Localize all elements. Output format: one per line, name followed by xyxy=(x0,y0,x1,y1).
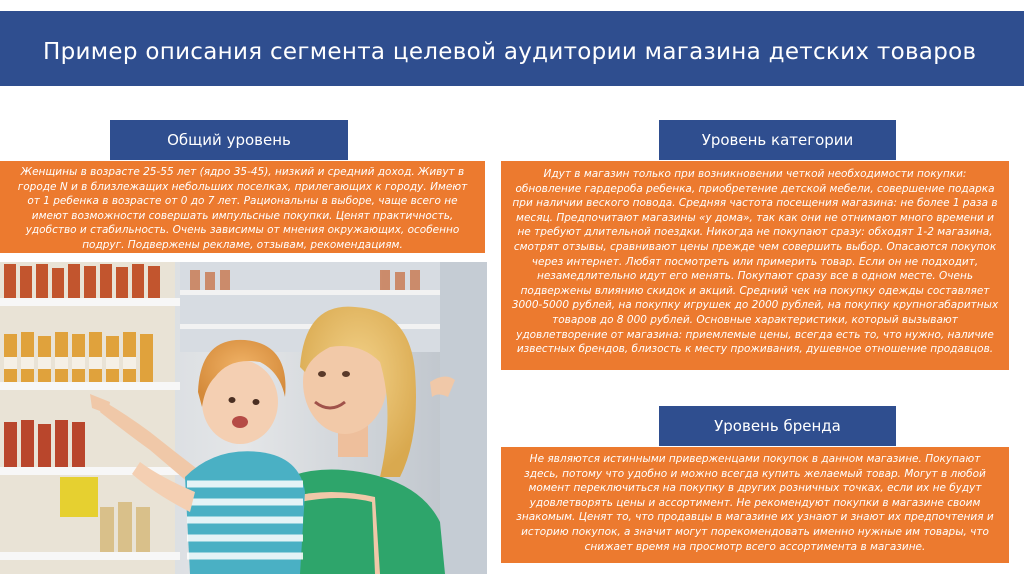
general-level-label xyxy=(110,120,348,160)
general-level-text: Женщины в возрасте 25-55 лет (ядро 35-45), низкий и средний доход. Живут в городе N и в близлежащих небольших поселках, прилегающих к городу. Имеют от 1 ребенка в возрасте от 0 до 7 лет. Рациональны в выборе, чаще всего не имеют возможности совершать импульсные покупки. Ценят практичность, удобство и стабильность. Очень зависимы от мнения окружающих, особенно подруг. Подвержены рекламе, отзывам, рекомендациям. xyxy=(17,166,468,251)
category-level-description xyxy=(501,161,1009,370)
brand-level-text: Не являются истинными приверженцами покупок в данном магазине. Покупают здесь, потому что удобно и можно всегда купить желаемый товар. Могут в любой момент переключиться на покупку в других розничных точках, если их не будут удовлетворять цены и ассортимент. Не рекомендуют покупки в магазине своим знакомым. Ценят то, что продавцы в магазине их узнают и знают их предпочтения и историю покупок, а значит могут порекомендовать именно нужные им товары, что снижает время на просмотр всего ассортимента в магазине. xyxy=(516,453,994,553)
slide-title: Пример описания сегмента целевой аудитории магазина детских товаров xyxy=(43,39,977,65)
category-level-label xyxy=(659,120,896,160)
category-level-label-text: Уровень категории xyxy=(701,131,854,149)
brand-level-label-text: Уровень бренда xyxy=(714,417,841,435)
mother-child-shopping-photo xyxy=(0,262,487,574)
slide-header xyxy=(0,11,1024,86)
brand-level-description xyxy=(501,447,1009,563)
photo-illustration xyxy=(0,262,487,574)
category-level-text: Идут в магазин только при возникновении четкой необходимости покупки: обновление гардероба ребенка, приобретение детской мебели, совершение подарка при наличии веского повода. Средняя частота посещения магазина: не более 1 раза в месяц. Предпочитают магазины «у дома», так как они не отнимают много времени и не требуют длительной поездки. Никогда не покупают сразу: обходят 1-2 магазина, смотрят отзывы, сравнивают цены прежде чем совершить выбор. Опасаются покупок через интернет. Любят посмотреть или примерить товар. Если он не подходит, незамедлительно идут его менять. Покупают сразу все в одном месте. Очень подвержены влиянию скидок и акций. Средний чек на покупку одежды составляет 3000-5000 рублей, на покупку игрушек до 2000 рублей, на покупку крупногабаритных товаров до 8 000 рублей. Основные характеристики, который вызывают удовлетворение от магазина: приемлемые цены, всегда есть то, что нужно, наличие известных брендов, близость к месту проживания, душевное отношение продавцов. xyxy=(511,168,999,356)
brand-level-label xyxy=(659,406,896,446)
general-level-description xyxy=(0,161,485,253)
store-shelves xyxy=(0,262,180,574)
general-level-label-text: Общий уровень xyxy=(167,131,291,149)
